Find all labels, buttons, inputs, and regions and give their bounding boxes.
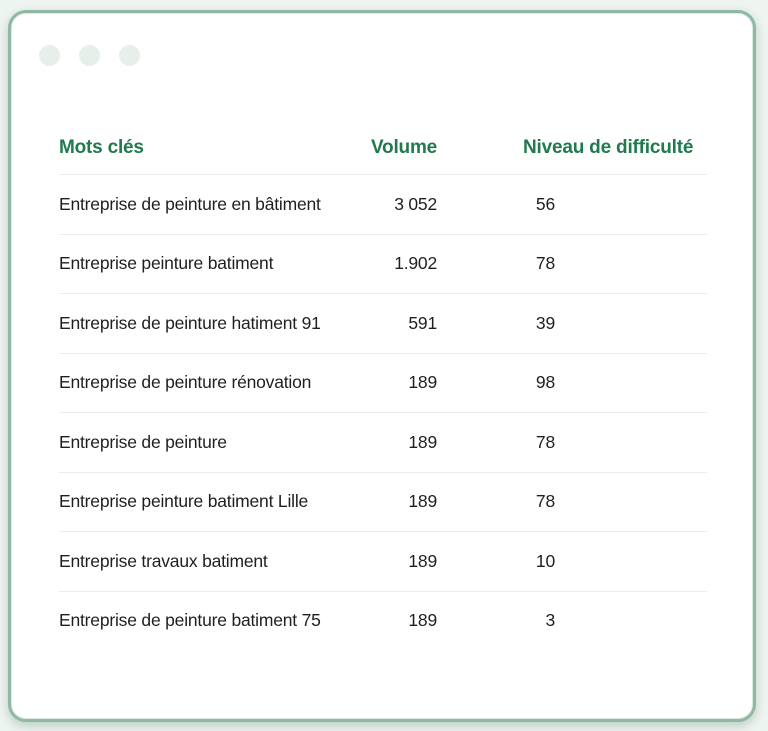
keyword-cell: Entreprise de peinture hatiment 91: [59, 312, 321, 333]
volume-cell: 1.902: [394, 253, 437, 274]
keyword-table: [59, 121, 707, 650]
keyword-cell: Entreprise peinture batiment: [59, 253, 274, 274]
volume-cell: 591: [408, 312, 437, 333]
window-maximize-dot[interactable]: [119, 45, 140, 66]
table-header-row: [59, 121, 707, 175]
table-row: [59, 235, 707, 295]
header-volume[interactable]: Volume: [370, 136, 437, 158]
difficulty-cell: 56: [535, 193, 555, 214]
window-minimize-dot[interactable]: [79, 45, 100, 66]
window-controls: [39, 45, 140, 66]
difficulty-cell: 78: [535, 491, 555, 512]
volume-cell: 189: [408, 491, 437, 512]
table-row: [59, 354, 707, 414]
table-row: [59, 175, 707, 235]
difficulty-cell: 78: [535, 253, 555, 274]
header-keywords[interactable]: Mots clés: [59, 136, 144, 158]
volume-cell: 189: [408, 550, 437, 571]
keyword-cell: Entreprise de peinture batiment 75: [59, 610, 321, 631]
table-row: [59, 532, 707, 592]
table-row: [59, 413, 707, 473]
volume-cell: 189: [408, 372, 437, 393]
window-close-dot[interactable]: [39, 45, 60, 66]
header-difficulty[interactable]: Niveau de difficulté: [523, 136, 694, 158]
keyword-cell: Entreprise peinture batiment Lille: [59, 491, 309, 512]
difficulty-cell: 39: [535, 312, 555, 333]
difficulty-cell: 78: [535, 431, 555, 452]
volume-cell: 189: [408, 610, 437, 631]
difficulty-cell: 10: [535, 550, 555, 571]
difficulty-cell: 3: [545, 610, 555, 631]
app-window: [8, 10, 756, 722]
keyword-cell: Entreprise de peinture rénovation: [59, 372, 312, 393]
keyword-cell: Entreprise travaux batiment: [59, 550, 268, 571]
volume-cell: 3 052: [394, 193, 437, 214]
difficulty-cell: 98: [535, 372, 555, 393]
keyword-cell: Entreprise de peinture en bâtiment: [59, 193, 321, 214]
table-row: [59, 473, 707, 533]
volume-cell: 189: [408, 431, 437, 452]
table-row: [59, 294, 707, 354]
keyword-cell: Entreprise de peinture: [59, 431, 227, 452]
table-row: [59, 592, 707, 651]
